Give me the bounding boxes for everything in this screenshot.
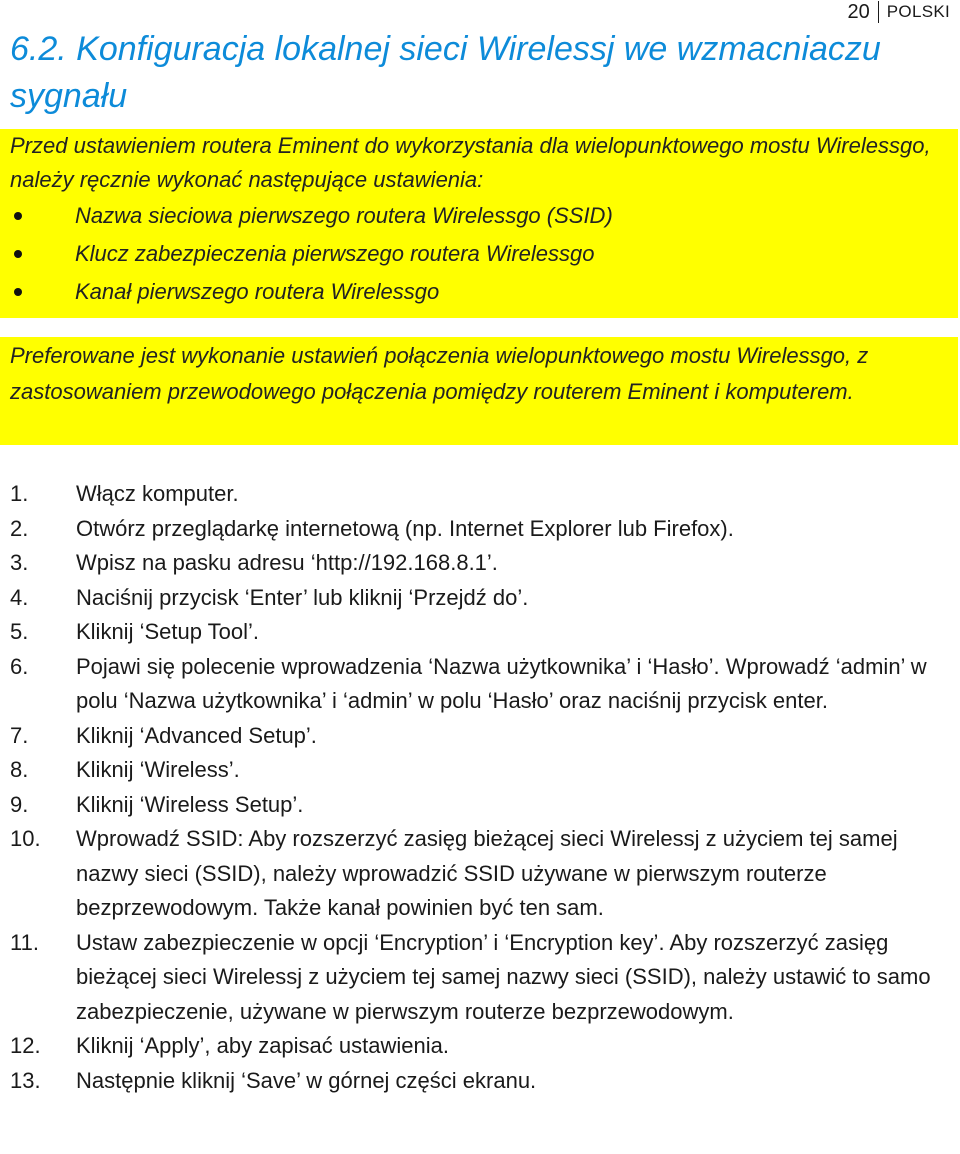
step-item (0, 512, 960, 547)
step-number: 5. (10, 619, 29, 644)
step-number: 3. (10, 550, 29, 575)
step-text: Kliknij ‘Apply’, aby zapisać ustawienia. (76, 1033, 449, 1058)
step-text: Wprowadź SSID: Aby rozszerzyć zasięg bieżącej sieci Wirelessj z użyciem tej samej nazwy sieci (SSID), należy wprowadzić SSID używane w pierwszym routerze bezprzewodowym. Także kanał powinien być ten sam. (76, 826, 898, 920)
step-item (0, 477, 960, 512)
step-text: Ustaw zabezpieczenie w opcji ‘Encryption’ i ‘Encryption key’. Aby rozszerzyć zasięg bieżącej sieci Wirelessj z użyciem tej samej nazwy sieci (SSID), należy ustawić to samo zabezpieczenie, używane w pierwszym routerze bezprzewodowym. (76, 929, 931, 1024)
requirements-note (0, 129, 958, 318)
step-text: Pojawi się polecenie wprowadzenia ‘Nazwa użytkownika’ i ‘Hasło’. Wprowadź ‘admin’ w polu ‘Nazwa użytkownika’ i ‘admin’ w polu ‘Hasło’ oraz naciśnij przycisk enter. (76, 653, 927, 713)
bullet-icon (14, 212, 22, 220)
wired-connection-text: Preferowane jest wykonanie ustawień połączenia wielopunktowego mostu Wirelessgo, z zastosowaniem przewodowego połączenia pomiędzy routerem Eminent i komputerem. (10, 343, 869, 404)
step-number: 9. (10, 791, 29, 817)
step-item (0, 822, 960, 926)
list-item (10, 273, 948, 311)
step-item (0, 1064, 960, 1099)
step-item (0, 650, 960, 719)
page-header (848, 0, 950, 24)
step-number: 2. (10, 515, 29, 541)
step-number: 1. (10, 481, 29, 506)
language-label: POLSKI (886, 2, 950, 21)
step-number: 10. (10, 826, 41, 851)
list-item-text: Kanał pierwszego routera Wirelessgo (75, 279, 440, 304)
step-text: Następnie kliknij ‘Save’ w górnej części ekranu. (76, 1067, 537, 1093)
step-item (0, 719, 960, 754)
step-text: Kliknij ‘Advanced Setup’. (76, 722, 317, 748)
list-item (10, 235, 948, 273)
step-number: 6. (10, 653, 29, 679)
step-number: 7. (10, 722, 29, 748)
requirements-intro: Przed ustawieniem routera Eminent do wykorzystania dla wielopunktowego mostu Wirelessgo, należy ręcznie wykonać następujące ustawienia: (10, 133, 931, 192)
step-text: Włącz komputer. (76, 481, 239, 506)
section-heading: 6.2. Konfiguracja lokalnej sieci Wirelessj we wzmacniaczu sygnału (10, 30, 881, 115)
step-item (0, 615, 960, 650)
step-number: 11. (10, 929, 39, 955)
step-number: 12. (10, 1033, 41, 1058)
steps-list (0, 477, 960, 1098)
step-text: Kliknij ‘Setup Tool’. (76, 619, 260, 644)
step-number: 8. (10, 757, 29, 782)
step-text: Kliknij ‘Wireless’. (76, 757, 240, 782)
step-item (0, 753, 960, 788)
bullet-icon (14, 250, 22, 258)
bullet-icon (14, 288, 22, 296)
step-item (0, 581, 960, 616)
list-item-text: Nazwa sieciowa pierwszego routera Wirelessgo (SSID) (75, 203, 613, 228)
step-text: Otwórz przeglądarkę internetową (np. Internet Explorer lub Firefox). (76, 515, 734, 541)
list-item (10, 197, 948, 235)
requirements-list (10, 197, 948, 311)
step-item (0, 926, 960, 1030)
step-text: Wpisz na pasku adresu ‘http://192.168.8.1’. (76, 550, 498, 575)
step-item (0, 788, 960, 823)
step-text: Naciśnij przycisk ‘Enter’ lub kliknij ‘Przejdź do’. (76, 584, 529, 610)
step-text: Kliknij ‘Wireless Setup’. (76, 791, 304, 817)
step-item (0, 546, 960, 581)
page-number: 20 (847, 0, 870, 23)
step-number: 4. (10, 584, 29, 610)
step-item (0, 1029, 960, 1064)
wired-connection-note (0, 337, 958, 445)
list-item-text: Klucz zabezpieczenia pierwszego routera Wirelessgo (75, 241, 595, 266)
step-number: 13. (10, 1067, 41, 1093)
